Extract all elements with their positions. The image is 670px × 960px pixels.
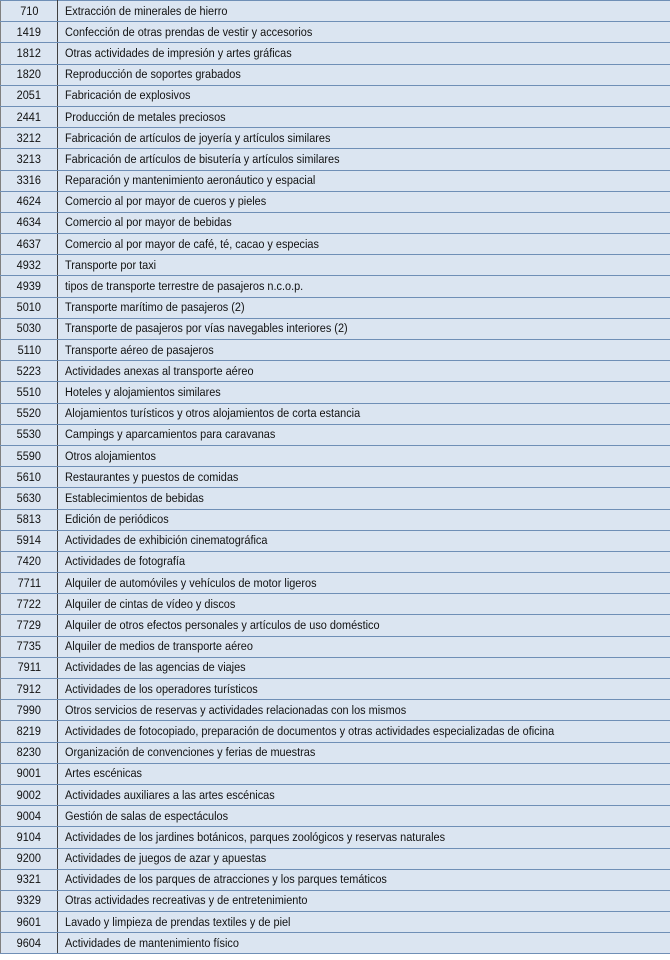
activity-code-cell <box>1 22 58 43</box>
activity-code-cell <box>1 848 58 869</box>
activity-code: 9200 <box>16 851 42 866</box>
activity-code: 3213 <box>16 151 42 166</box>
activity-description: Producción de metales preciosos <box>65 109 226 124</box>
activity-code: 5630 <box>16 490 42 505</box>
activity-description: Otros servicios de reservas y actividades relacionadas con los mismos <box>65 702 407 717</box>
activity-description: Comercio al por mayor de bebidas <box>65 215 232 230</box>
activity-description-cell <box>58 170 670 191</box>
activity-code-cell <box>1 340 58 361</box>
activity-description: Campings y aparcamientos para caravanas <box>65 427 276 442</box>
activity-code: 1419 <box>16 24 42 39</box>
table-row <box>1 784 670 805</box>
activity-code: 7735 <box>16 639 42 654</box>
activity-code: 2051 <box>16 88 42 103</box>
activity-code: 5520 <box>16 406 42 421</box>
table-row <box>1 170 670 191</box>
table-row <box>1 509 670 530</box>
activity-code-table-body <box>1 1 670 954</box>
table-row <box>1 679 670 700</box>
activity-description: Fabricación de explosivos <box>65 88 191 103</box>
table-row <box>1 297 670 318</box>
activity-description: Reproducción de soportes grabados <box>65 67 241 82</box>
activity-code-cell <box>1 149 58 170</box>
activity-description: Transporte de pasajeros por vías navegables interiores (2) <box>65 321 348 336</box>
activity-description-cell <box>58 742 670 763</box>
activity-code-cell <box>1 933 58 954</box>
activity-code-cell <box>1 445 58 466</box>
table-row <box>1 721 670 742</box>
activity-description: Alquiler de automóviles y vehículos de motor ligeros <box>65 575 317 590</box>
activity-description-cell <box>58 551 670 572</box>
activity-code: 7911 <box>17 660 41 675</box>
activity-code-cell <box>1 424 58 445</box>
activity-description-cell <box>58 403 670 424</box>
table-row <box>1 255 670 276</box>
table-row <box>1 551 670 572</box>
activity-code-cell <box>1 721 58 742</box>
activity-code-cell <box>1 551 58 572</box>
table-row <box>1 912 670 933</box>
activity-description: Otras actividades recreativas y de entretenimiento <box>65 893 308 908</box>
activity-code: 7912 <box>16 681 42 696</box>
activity-code: 5510 <box>16 384 42 399</box>
activity-description-cell <box>58 530 670 551</box>
activity-code-cell <box>1 43 58 64</box>
activity-code: 4637 <box>16 236 42 251</box>
table-row <box>1 234 670 255</box>
activity-code-cell <box>1 615 58 636</box>
activity-description: Alquiler de cintas de vídeo y discos <box>65 596 236 611</box>
table-row <box>1 742 670 763</box>
table-row <box>1 22 670 43</box>
activity-description-cell <box>58 255 670 276</box>
activity-code-cell <box>1 488 58 509</box>
activity-description: Transporte aéreo de pasajeros <box>65 342 214 357</box>
activity-description: Hoteles y alojamientos similares <box>65 384 221 399</box>
activity-description-cell <box>58 85 670 106</box>
activity-code: 5010 <box>16 300 42 315</box>
activity-description: Transporte marítimo de pasajeros (2) <box>65 300 245 315</box>
table-row <box>1 636 670 657</box>
activity-code-cell <box>1 276 58 297</box>
activity-description: Otras actividades de impresión y artes gráficas <box>65 45 292 60</box>
table-row <box>1 64 670 85</box>
activity-code-cell <box>1 636 58 657</box>
activity-code: 9002 <box>16 787 42 802</box>
activity-description-cell <box>58 212 670 233</box>
activity-description: Fabricación de artículos de joyería y artículos similares <box>65 130 331 145</box>
activity-code: 4932 <box>16 257 42 272</box>
activity-code: 7420 <box>16 554 42 569</box>
table-row <box>1 149 670 170</box>
activity-description-cell <box>58 1 670 22</box>
activity-code: 4634 <box>16 215 42 230</box>
activity-code-cell <box>1 467 58 488</box>
activity-code: 9321 <box>16 872 42 887</box>
activity-description-cell <box>58 467 670 488</box>
table-row <box>1 594 670 615</box>
activity-description-cell <box>58 763 670 784</box>
table-row <box>1 318 670 339</box>
table-row <box>1 382 670 403</box>
table-row <box>1 85 670 106</box>
activity-code-cell <box>1 784 58 805</box>
table-row <box>1 276 670 297</box>
activity-description-cell <box>58 128 670 149</box>
activity-code-cell <box>1 869 58 890</box>
activity-description-cell <box>58 149 670 170</box>
activity-code: 5610 <box>16 469 42 484</box>
activity-description-cell <box>58 234 670 255</box>
activity-description: Actividades de fotocopiado, preparación de documentos y otras actividades especializadas de oficina <box>65 723 555 738</box>
activity-code: 710 <box>19 3 39 18</box>
activity-description: Artes escénicas <box>65 766 142 781</box>
activity-description: Otros alojamientos <box>65 448 156 463</box>
activity-description: Gestión de salas de espectáculos <box>65 808 229 823</box>
activity-description-cell <box>58 721 670 742</box>
activity-code-cell <box>1 128 58 149</box>
activity-description-cell <box>58 488 670 509</box>
activity-description-cell <box>58 784 670 805</box>
activity-description: Actividades de exhibición cinematográfica <box>65 533 268 548</box>
activity-code-cell <box>1 912 58 933</box>
activity-code-cell <box>1 255 58 276</box>
activity-code: 3212 <box>16 130 42 145</box>
activity-description-cell <box>58 191 670 212</box>
table-row <box>1 424 670 445</box>
activity-description: Actividades anexas al transporte aéreo <box>65 363 254 378</box>
activity-description: Comercio al por mayor de café, té, cacao y especias <box>65 236 319 251</box>
activity-description-cell <box>58 700 670 721</box>
activity-code-cell <box>1 679 58 700</box>
activity-code-cell <box>1 827 58 848</box>
activity-description: Comercio al por mayor de cueros y pieles <box>65 194 267 209</box>
activity-description: Alquiler de otros efectos personales y artículos de uso doméstico <box>65 618 380 633</box>
table-row <box>1 763 670 784</box>
activity-description: Extracción de minerales de hierro <box>65 3 228 18</box>
table-row <box>1 573 670 594</box>
activity-description: Lavado y limpieza de prendas textiles y de piel <box>65 914 291 929</box>
activity-description: Restaurantes y puestos de comidas <box>65 469 239 484</box>
activity-description-cell <box>58 318 670 339</box>
activity-description-cell <box>58 297 670 318</box>
activity-description: Actividades de los parques de atracciones y los parques temáticos <box>65 872 387 887</box>
activity-code-cell <box>1 212 58 233</box>
activity-code-cell <box>1 64 58 85</box>
activity-description-cell <box>58 933 670 954</box>
activity-description: Establecimientos de bebidas <box>65 490 204 505</box>
activity-description-cell <box>58 679 670 700</box>
activity-code: 1820 <box>16 67 42 82</box>
table-row <box>1 191 670 212</box>
table-row <box>1 340 670 361</box>
activity-description-cell <box>58 827 670 848</box>
table-row <box>1 890 670 911</box>
activity-description: Organización de convenciones y ferias de muestras <box>65 745 316 760</box>
activity-description-cell <box>58 806 670 827</box>
table-row <box>1 615 670 636</box>
activity-code-cell <box>1 85 58 106</box>
table-row <box>1 827 670 848</box>
activity-description: Edición de periódicos <box>65 512 169 527</box>
activity-description-cell <box>58 340 670 361</box>
table-row <box>1 530 670 551</box>
activity-description-cell <box>58 382 670 403</box>
activity-code-cell <box>1 509 58 530</box>
activity-code: 7729 <box>16 618 42 633</box>
activity-code-cell <box>1 234 58 255</box>
activity-code-cell <box>1 763 58 784</box>
activity-code: 9004 <box>16 808 42 823</box>
activity-description: Confección de otras prendas de vestir y accesorios <box>65 24 313 39</box>
activity-code-cell <box>1 170 58 191</box>
activity-description: Actividades de mantenimiento físico <box>65 935 239 950</box>
activity-description-cell <box>58 509 670 530</box>
activity-code: 5590 <box>16 448 42 463</box>
activity-code: 9001 <box>16 766 42 781</box>
table-row <box>1 445 670 466</box>
table-row <box>1 806 670 827</box>
activity-code: 4939 <box>16 279 42 294</box>
table-row <box>1 848 670 869</box>
table-row <box>1 43 670 64</box>
activity-code: 9329 <box>16 893 42 908</box>
activity-description-cell <box>58 445 670 466</box>
activity-description: tipos de transporte terrestre de pasajeros n.c.o.p. <box>65 279 304 294</box>
table-row <box>1 212 670 233</box>
activity-description-cell <box>58 890 670 911</box>
activity-description-cell <box>58 594 670 615</box>
activity-description: Reparación y mantenimiento aeronáutico y espacial <box>65 173 316 188</box>
activity-description: Actividades de las agencias de viajes <box>65 660 246 675</box>
table-row <box>1 467 670 488</box>
activity-code-cell <box>1 530 58 551</box>
activity-description-cell <box>58 424 670 445</box>
activity-code: 1812 <box>16 45 42 60</box>
activity-code-cell <box>1 361 58 382</box>
activity-code-cell <box>1 573 58 594</box>
activity-description: Actividades de fotografía <box>65 554 186 569</box>
activity-code: 4624 <box>16 194 42 209</box>
activity-description-cell <box>58 573 670 594</box>
activity-description-cell <box>58 848 670 869</box>
activity-code: 7990 <box>16 702 42 717</box>
activity-code: 9104 <box>16 829 42 844</box>
activity-description-cell <box>58 22 670 43</box>
activity-code: 5813 <box>16 512 42 527</box>
activity-code: 8230 <box>16 745 42 760</box>
activity-description-cell <box>58 869 670 890</box>
activity-code-cell <box>1 318 58 339</box>
activity-description-cell <box>58 276 670 297</box>
activity-description: Fabricación de artículos de bisutería y artículos similares <box>65 151 340 166</box>
activity-description-cell <box>58 636 670 657</box>
table-row <box>1 933 670 954</box>
activity-description-cell <box>58 615 670 636</box>
activity-code-cell <box>1 657 58 678</box>
activity-description: Actividades de juegos de azar y apuestas <box>65 851 267 866</box>
activity-description-cell <box>58 361 670 382</box>
table-row <box>1 403 670 424</box>
activity-code: 5223 <box>16 363 42 378</box>
activity-code-cell <box>1 106 58 127</box>
activity-description: Actividades de los jardines botánicos, parques zoológicos y reservas naturales <box>65 829 446 844</box>
activity-description: Actividades de los operadores turísticos <box>65 681 258 696</box>
table-row <box>1 657 670 678</box>
activity-description-cell <box>58 912 670 933</box>
activity-description: Alojamientos turísticos y otros alojamientos de corta estancia <box>65 406 361 421</box>
activity-description: Transporte por taxi <box>65 257 157 272</box>
activity-code-cell <box>1 594 58 615</box>
activity-code: 8219 <box>16 723 42 738</box>
activity-code: 5110 <box>17 342 41 357</box>
table-row <box>1 1 670 22</box>
activity-code-cell <box>1 297 58 318</box>
activity-code: 9601 <box>16 914 42 929</box>
activity-code: 5914 <box>16 533 42 548</box>
activity-code: 5030 <box>16 321 42 336</box>
activity-code-cell <box>1 742 58 763</box>
table-row <box>1 488 670 509</box>
activity-code: 3316 <box>16 173 42 188</box>
activity-description-cell <box>58 43 670 64</box>
activity-description-cell <box>58 657 670 678</box>
activity-code-cell <box>1 191 58 212</box>
activity-code: 2441 <box>16 109 42 124</box>
table-row <box>1 128 670 149</box>
activity-code: 7722 <box>16 596 42 611</box>
activity-code-cell <box>1 806 58 827</box>
activity-description-cell <box>58 64 670 85</box>
activity-code: 5530 <box>16 427 42 442</box>
activity-description: Actividades auxiliares a las artes escénicas <box>65 787 275 802</box>
activity-code-cell <box>1 890 58 911</box>
activity-description: Alquiler de medios de transporte aéreo <box>65 639 253 654</box>
table-row <box>1 361 670 382</box>
activity-code-cell <box>1 382 58 403</box>
table-row <box>1 106 670 127</box>
activity-code-cell <box>1 1 58 22</box>
activity-description-cell <box>58 106 670 127</box>
activity-code: 7711 <box>17 575 41 590</box>
activity-code: 9604 <box>16 935 42 950</box>
table-row <box>1 869 670 890</box>
table-row <box>1 700 670 721</box>
activity-code-cell <box>1 700 58 721</box>
activity-code-cell <box>1 403 58 424</box>
